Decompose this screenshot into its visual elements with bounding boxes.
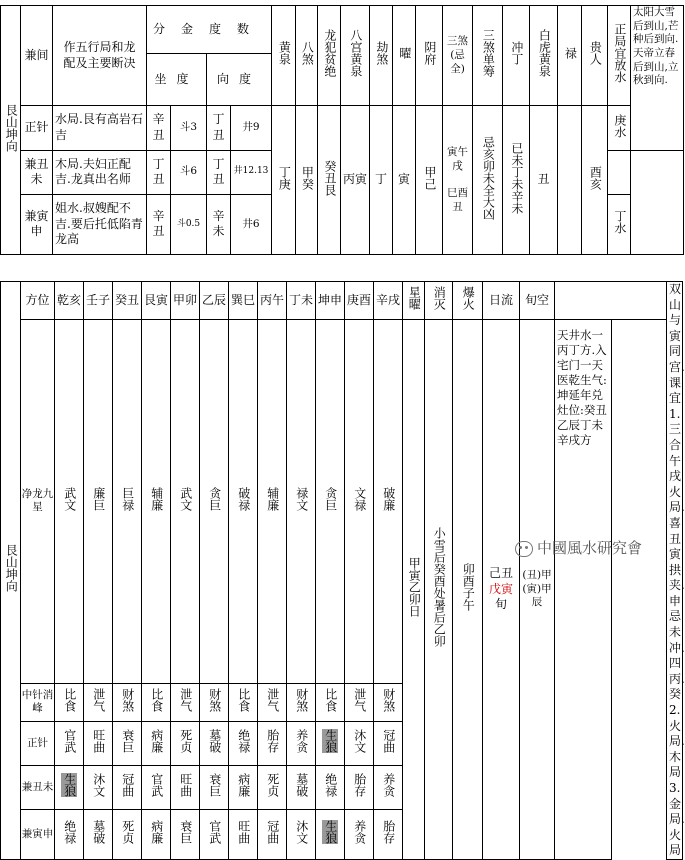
header-col-4: 劫煞 [370, 6, 393, 106]
watermark-text: 中國風水研究會 [537, 539, 643, 557]
r4c11: 胎存 [374, 809, 403, 859]
cell-huangquan: 丁庚 [272, 106, 296, 255]
row-0-xiang-a: 丁丑 [207, 106, 231, 150]
r3c10: 胎存 [345, 765, 374, 809]
r0c8: 禄文 [287, 320, 316, 684]
cell-sansha [443, 106, 473, 255]
h2-4: 艮寅 [142, 282, 171, 320]
r2c3: 病廉 [142, 721, 171, 765]
row2-1-label: 中针消峰 [21, 683, 55, 721]
header-xiangdu: 向度 [207, 54, 272, 106]
mountain-label: 艮山坤向 [1, 6, 21, 255]
r0c9: 贪巨 [316, 320, 345, 684]
header-jianjian: 兼间 [21, 6, 53, 106]
r3c11: 养贪 [374, 765, 403, 809]
r1c8: 财煞 [287, 683, 316, 721]
r1c2: 财煞 [113, 683, 142, 721]
r4c9: 生狼 [316, 809, 345, 859]
watermark [515, 537, 642, 558]
r1c10: 泄气 [345, 683, 374, 721]
cell-lu [558, 106, 582, 255]
r1c11: 财煞 [374, 683, 403, 721]
cell-xingyao: 甲寅乙卯日 [403, 320, 425, 860]
cell-baohuo: 卯酉子午 [453, 320, 483, 860]
r1c9: 比食 [316, 683, 345, 721]
row2-3-label: 兼丑未 [21, 765, 55, 809]
cell-riliu [483, 320, 520, 860]
r3c8: 墓破 [287, 765, 316, 809]
header-col-5: 曜 [393, 6, 416, 106]
header-zuodu: 坐度 [147, 54, 207, 106]
cell-bagong: 丙寅 [341, 106, 370, 255]
header-col-8: 三煞单筹 [473, 6, 503, 106]
row-0-zuo-a: 辛丑 [147, 106, 171, 150]
row-1-xiang-b: 井12.13 [231, 150, 272, 194]
r0c10: 文禄 [345, 320, 374, 684]
mountain-label-2: 艮山坤向 [1, 282, 21, 860]
r4c5: 官武 [200, 809, 229, 859]
r0c2: 巨禄 [113, 320, 142, 684]
row-1-desc: 木局.夫妇正配吉.龙真出名师 [53, 150, 147, 194]
row-1-zuo-b: 斗6 [171, 150, 207, 194]
r2c11: 冠曲 [374, 721, 403, 765]
h2-13: 星曜 [403, 282, 425, 320]
header-col-13: 正局宜放水 [608, 6, 631, 106]
r3c7: 死贞 [258, 765, 287, 809]
r3c4: 旺曲 [171, 765, 200, 809]
r2c10: 沐文 [345, 721, 374, 765]
header-col-6: 阴府 [416, 6, 443, 106]
cell-longfan: 癸丑艮 [318, 106, 341, 255]
h2-2: 壬子 [84, 282, 113, 320]
h2-6: 乙辰 [200, 282, 229, 320]
header-col-0: 黄泉 [272, 6, 296, 106]
row-2-label: 兼寅申 [21, 194, 53, 254]
h2-8: 丙午 [258, 282, 287, 320]
h2-0: 方位 [21, 282, 55, 320]
r3c0: 生狼 [55, 765, 84, 809]
r0c7: 辅廉 [258, 320, 287, 684]
r1c1: 泄气 [84, 683, 113, 721]
riliu-c: 旬 [494, 597, 507, 612]
riliu-a: 己丑 [488, 566, 513, 581]
h2-16: 日流 [483, 282, 520, 320]
r0c4: 武文 [171, 320, 200, 684]
row-1-zuo-a: 丁丑 [147, 150, 171, 194]
cell-yinfu: 甲己 [416, 106, 443, 255]
r1c5: 财煞 [200, 683, 229, 721]
header-col-10: 白虎黄泉 [530, 6, 558, 106]
r4c0: 绝禄 [55, 809, 84, 859]
r3c3: 官武 [142, 765, 171, 809]
cell-basha: 甲癸 [296, 106, 318, 255]
row-2-xiang-a: 辛未 [207, 194, 231, 254]
header-col-7: 三煞(忌全) [443, 6, 473, 106]
cell-sansha-dan: 忌亥卯未全大凶 [473, 106, 503, 255]
row-0-xiang-b: 井9 [231, 106, 272, 150]
r0c3: 辅廉 [142, 320, 171, 684]
r1c4: 泄气 [171, 683, 200, 721]
h2-3: 癸丑 [113, 282, 142, 320]
r4c1: 墓破 [84, 809, 113, 859]
riliu-b: 戊寅 [488, 581, 513, 596]
header-col-12: 贵人 [582, 6, 608, 106]
r1c6: 比食 [229, 683, 258, 721]
row2-2-label: 正针 [21, 721, 55, 765]
r3c1: 沐文 [84, 765, 113, 809]
row-0-zuo-b: 斗3 [171, 106, 207, 150]
row-1-label: 兼丑未 [21, 150, 53, 194]
cell-fangshui-empty [608, 150, 631, 194]
r0c1: 廉巨 [84, 320, 113, 684]
cell-sansha-a: 寅午戌 [447, 145, 469, 172]
r0c11: 破廉 [374, 320, 403, 684]
row2-4-label: 兼寅申 [21, 809, 55, 859]
h2-12: 辛戌 [374, 282, 403, 320]
header-wuxing: 作五行局和龙配及主要断决 [53, 6, 147, 106]
r4c4: 衰巨 [171, 809, 200, 859]
h2-18: 双山与寅同宫.课宜1.三合午戌火局.喜丑寅拱夹.申忌未冲.四丙.癸2.火局.木局3.金局.火局 [667, 282, 683, 860]
r4c6: 旺曲 [229, 809, 258, 859]
cell-baihu: 丑 [530, 106, 558, 255]
cell-sansha-b: 巳酉丑 [447, 187, 469, 213]
cell-xunkong: (丑)甲(寅)甲辰 [520, 320, 555, 860]
row-2-desc: 姐水.叔嫂配不吉.要后托低陷青龙高 [53, 194, 147, 254]
table-top [0, 5, 684, 255]
cell-fangshui-b: 丁水 [608, 194, 631, 254]
row-0-desc: 水局.艮有高岩石吉 [53, 106, 147, 150]
h2-18-spacer [555, 282, 667, 320]
row2-0-label: 净龙九星 [21, 320, 55, 684]
r2c2: 衰巨 [113, 721, 142, 765]
row-0-label: 正针 [21, 106, 53, 150]
r4c3: 病廉 [142, 809, 171, 859]
header-col-1: 八煞 [296, 6, 318, 106]
header-col-9: 冲丁 [503, 6, 530, 106]
r1c7: 泄气 [258, 683, 287, 721]
wechat-icon [515, 541, 533, 557]
h2-5: 甲卯 [171, 282, 200, 320]
h2-7: 巽巳 [229, 282, 258, 320]
header-col-14: 太阳大雪后到山,芒种后到向.天帝立春后到山,立秋到向. [631, 6, 684, 151]
r4c7: 冠曲 [258, 809, 287, 859]
h2-10: 坤申 [316, 282, 345, 320]
r4c8: 沐文 [287, 809, 316, 859]
r2c8: 养贪 [287, 721, 316, 765]
h2-1: 乾亥 [55, 282, 84, 320]
r3c5: 衰巨 [200, 765, 229, 809]
h2-11: 庚酉 [345, 282, 374, 320]
r4c10: 养贪 [345, 809, 374, 859]
cell-empty-right [631, 150, 684, 254]
r2c5: 墓破 [200, 721, 229, 765]
r2c6: 绝禄 [229, 721, 258, 765]
r2c0: 官武 [55, 721, 84, 765]
r1c0: 比食 [55, 683, 84, 721]
cell-chongding: 已未丁未辛未 [503, 106, 530, 255]
r2c9: 生狼 [316, 721, 345, 765]
h2-15: 爆火 [453, 282, 483, 320]
cell-fangshui-a: 庚水 [608, 106, 631, 150]
r0c0: 武文 [55, 320, 84, 684]
row-2-zuo-a: 辛丑 [147, 194, 171, 254]
h2-17: 旬空 [520, 282, 555, 320]
r2c1: 旺曲 [84, 721, 113, 765]
r0c5: 贪巨 [200, 320, 229, 684]
header-col-2: 龙犯贫绝 [318, 6, 341, 106]
h2-14: 消灭 [425, 282, 453, 320]
cell-guiren: 酉亥 [582, 106, 608, 255]
cell-yao: 寅 [393, 106, 416, 255]
cell-xiaomie: 小雪后癸酉处暑后乙卯 [425, 320, 453, 860]
cell-jiesha: 丁 [370, 106, 393, 255]
r3c2: 冠曲 [113, 765, 142, 809]
r4c2: 死贞 [113, 809, 142, 859]
row-2-xiang-b: 井6 [231, 194, 272, 254]
header-col-3: 八宫黄泉 [341, 6, 370, 106]
h2-9: 丁未 [287, 282, 316, 320]
r1c3: 比食 [142, 683, 171, 721]
header-fenjin: 分金度数 [147, 6, 272, 54]
header-col-11: 禄 [558, 6, 582, 106]
row-1-xiang-a: 丁丑 [207, 150, 231, 194]
r3c6: 病廉 [229, 765, 258, 809]
r0c6: 破禄 [229, 320, 258, 684]
table-bottom [0, 281, 683, 860]
r2c7: 胎存 [258, 721, 287, 765]
row-2-zuo-b: 斗0.5 [171, 194, 207, 254]
r2c4: 死贞 [171, 721, 200, 765]
cell-note: 天井水一丙丁方.入宅门一天医乾生气:坤延年兑灶位:癸丑乙辰丁未辛戌方 [555, 320, 612, 860]
r3c9: 绝禄 [316, 765, 345, 809]
